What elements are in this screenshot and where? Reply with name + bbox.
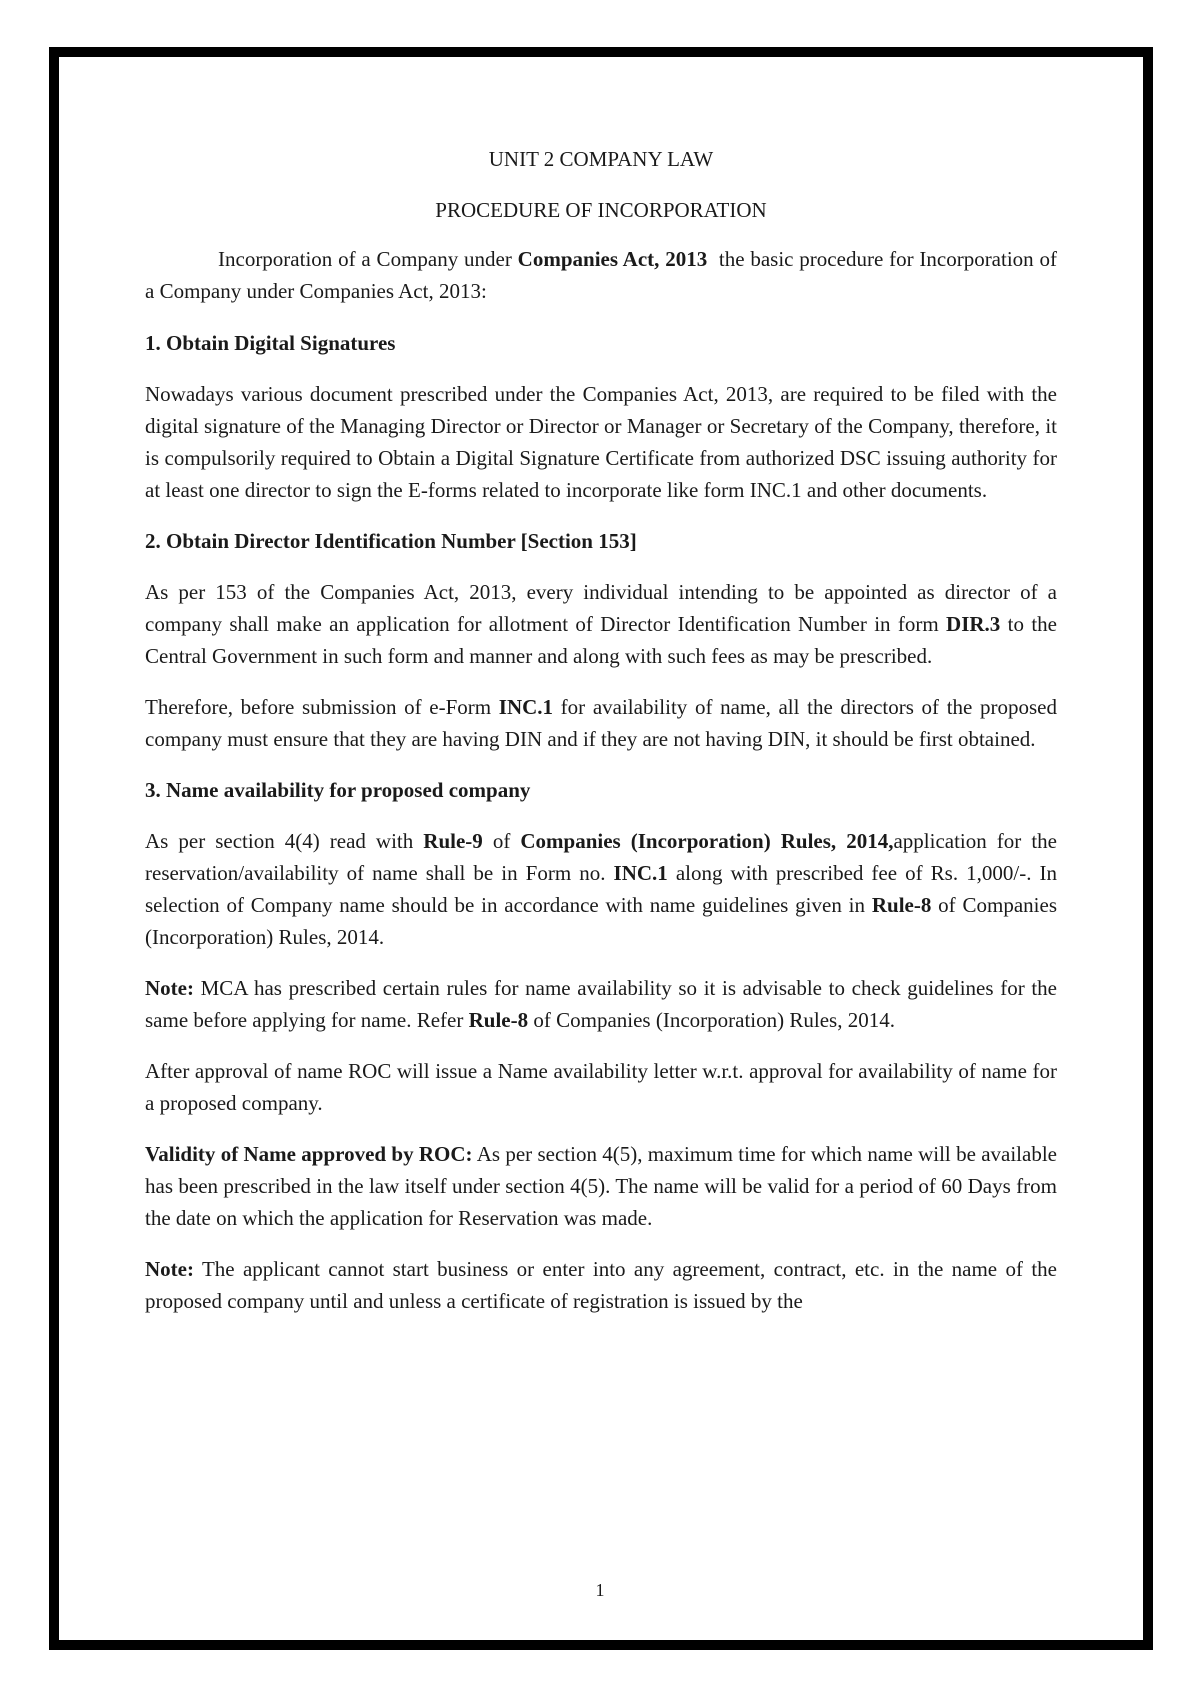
intro-text-1: Incorporation of a Company under xyxy=(218,247,518,271)
s3p1-bold-rules-2014: Companies (Incorporation) Rules, 2014, xyxy=(520,829,894,853)
s2p1-text-1: As per 153 of the Companies Act, 2013, every individual intending to be appointed as director of a company shall make an application for allotment of Director Identification Number in form xyxy=(145,580,1057,636)
note-1-bold-rule8: Rule-8 xyxy=(468,1008,529,1032)
document-subtitle: PROCEDURE OF INCORPORATION xyxy=(435,198,767,222)
section-3-validity xyxy=(145,1138,1057,1234)
intro-paragraph xyxy=(145,243,1063,307)
note-2-label: Note: xyxy=(145,1257,194,1281)
section-3-heading: 3. Name availability for proposed company xyxy=(145,778,531,802)
s3p1-text-2: of xyxy=(482,829,521,853)
validity-text: As per section 4(5), maximum time for which name will be available has been prescribed in the law itself under section 4(5). The name will be valid for a period of 60 Days from the date on which the application for Reservation was made. xyxy=(145,1142,1057,1230)
s3p1-bold-rule9: Rule-9 xyxy=(423,829,483,853)
section-3-paragraph-1 xyxy=(145,825,1057,953)
s3p1-text-4: along with prescribed fee of Rs. 1,000/-. In selection of Company name should be in accordance with name guidelines given in xyxy=(145,861,1058,917)
section-1-heading: 1. Obtain Digital Signatures xyxy=(145,331,396,355)
s2p1-text-2: to the Central Government in such form and manner and along with such fees as may be prescribed. xyxy=(145,612,1057,668)
s2p2-text-2: for availability of name, all the directors of the proposed company must ensure that they are having DIN and if they are not having DIN, it should be first obtained. xyxy=(145,695,1057,751)
section-2-heading: 2. Obtain Director Identification Number [Section 153] xyxy=(145,529,637,553)
validity-label: Validity of Name approved by ROC: xyxy=(145,1142,473,1166)
document-body xyxy=(145,143,1063,1336)
s3p1-text-3: application for the reservation/availability of name shall be in Form no. xyxy=(145,829,1057,885)
s3p1-text-5: of Companies (Incorporation) Rules, 2014. xyxy=(145,893,1057,949)
section-3-note-2 xyxy=(145,1253,1057,1317)
intro-text-2: the basic procedure for Incorporation of a Company under Companies Act, 2013: xyxy=(145,247,1063,303)
s3p1-bold-rule8: Rule-8 xyxy=(871,893,932,917)
intro-bold-act: Companies Act, 2013 xyxy=(517,247,708,271)
s2p1-bold-dir3: DIR.3 xyxy=(946,612,1001,636)
s3p1-text-1: As per section 4(4) read with xyxy=(145,829,424,853)
section-2-paragraph-1 xyxy=(145,576,1057,672)
note-1-label: Note: xyxy=(145,976,194,1000)
section-3-note-1 xyxy=(145,972,1057,1036)
section-2-paragraph-2 xyxy=(145,691,1057,755)
section-3-paragraph-2: After approval of name ROC will issue a Name availability letter w.r.t. approval for availability of name for a proposed company. xyxy=(145,1059,1057,1115)
document-title: UNIT 2 COMPANY LAW xyxy=(488,147,714,171)
note-1-text-2: of Companies (Incorporation) Rules, 2014. xyxy=(528,1008,895,1032)
s2p2-bold-inc1: INC.1 xyxy=(498,695,554,719)
page-number: 1 xyxy=(595,1580,605,1600)
s2p2-text-1: Therefore, before submission of e-Form xyxy=(145,695,499,719)
section-1-paragraph: Nowadays various document prescribed under the Companies Act, 2013, are required to be filed with the digital signature of the Managing Director or Director or Manager or Secretary of the Company, therefore, it is compulsorily required to Obtain a Digital Signature Certificate from authorized DSC issuing authority for at least one director to sign the E-forms related to incorporate like form INC.1 and other documents. xyxy=(145,382,1057,502)
s3p1-bold-inc1: INC.1 xyxy=(613,861,668,885)
note-1-text-1: MCA has prescribed certain rules for name availability so it is advisable to check guidelines for the same before applying for name. Refer xyxy=(145,976,1057,1032)
note-2-text: The applicant cannot start business or enter into any agreement, contract, etc. in the name of the proposed company until and unless a certificate of registration is issued by the xyxy=(145,1257,1057,1313)
